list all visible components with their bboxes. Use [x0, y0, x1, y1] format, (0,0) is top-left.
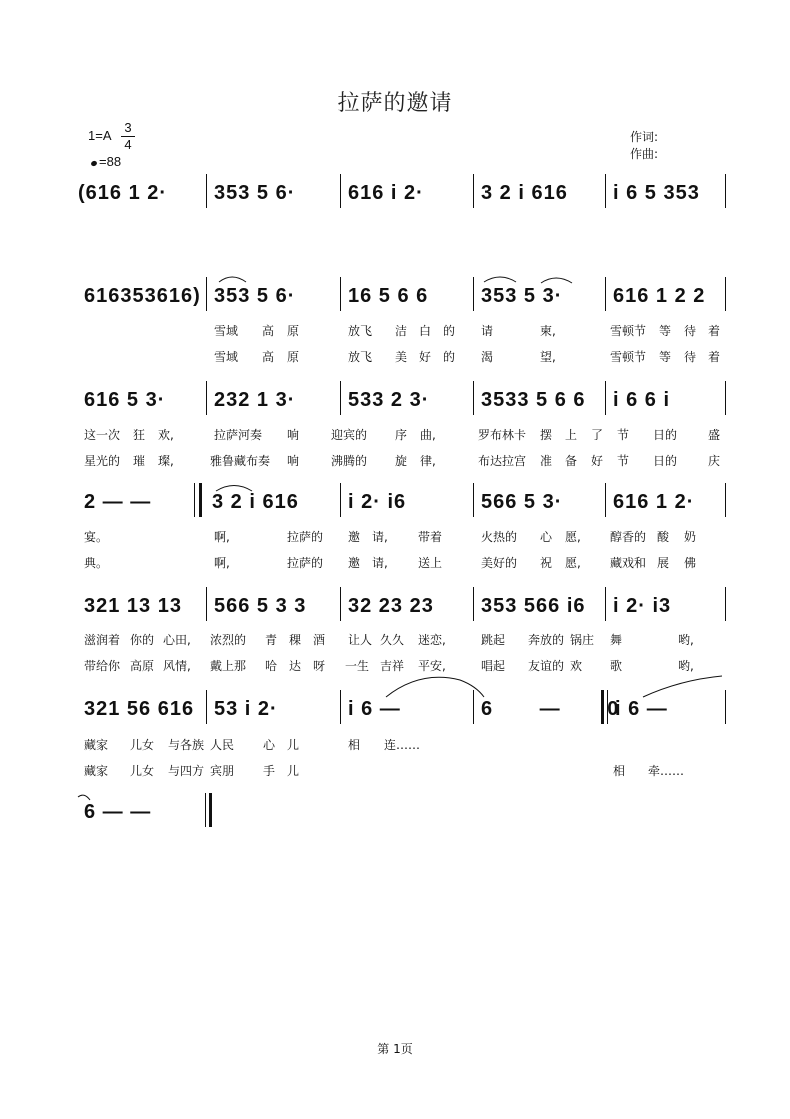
- lyric: 心田,: [163, 633, 191, 647]
- tempo-marking: =88: [99, 154, 122, 169]
- lyric: 酸: [657, 530, 670, 544]
- lyric: 欢: [570, 659, 583, 673]
- repeat-barline: [607, 690, 608, 724]
- lyric: 拉萨的: [287, 556, 324, 570]
- barline: [725, 381, 726, 415]
- measure: 3 2 i 616: [481, 182, 568, 204]
- lyric: 响: [287, 428, 300, 442]
- lyric: 歌: [610, 659, 623, 673]
- lyric: 愿,: [565, 530, 581, 544]
- lyric: 牵……: [648, 764, 685, 778]
- lyric: 儿女: [130, 738, 155, 752]
- lyric: 儿: [287, 738, 300, 752]
- lyric: 哟,: [678, 659, 694, 673]
- lyric: 请,: [372, 556, 388, 570]
- barline: [206, 174, 207, 208]
- measure: 2 — —: [84, 491, 152, 513]
- lyric: 的: [443, 350, 456, 364]
- barline: [473, 587, 474, 621]
- lyric: 原: [287, 350, 300, 364]
- lyric: 摆: [540, 428, 553, 442]
- measure: 616 1 2·: [613, 491, 695, 513]
- quarter-note-icon: [90, 160, 97, 167]
- lyric: 渴: [481, 350, 494, 364]
- barline: [206, 690, 207, 724]
- lyric: 儿女: [130, 764, 155, 778]
- barline: [605, 277, 606, 311]
- lyric: 你的: [130, 633, 155, 647]
- lyric: 风情,: [163, 659, 191, 673]
- barline: [206, 381, 207, 415]
- key-signature: 1=A: [88, 128, 112, 143]
- lyric: 律,: [420, 454, 436, 468]
- lyric: 雅鲁藏布奏: [210, 454, 271, 468]
- lyric: 庆: [708, 454, 721, 468]
- lyric: 邀: [348, 530, 361, 544]
- lyric: 宾朋: [210, 764, 235, 778]
- lyric: 欢,: [158, 428, 174, 442]
- lyric: 放飞: [348, 350, 373, 364]
- lyric: 好: [591, 454, 604, 468]
- lyric: 高: [262, 324, 275, 338]
- lyric: 展: [657, 556, 670, 570]
- lyric: 高: [262, 350, 275, 364]
- lyric: 愿,: [565, 556, 581, 570]
- measure: 353 566 i6: [481, 595, 586, 617]
- measure: 566 5 3 3: [214, 595, 307, 617]
- measure: 53 i 2·: [214, 698, 278, 720]
- barline: [473, 277, 474, 311]
- measure: 533 2 3·: [348, 389, 430, 411]
- lyric: 友谊的: [528, 659, 565, 673]
- lyricist-label: 作词:: [630, 130, 659, 144]
- lyric: 达: [289, 659, 302, 673]
- barline: [473, 174, 474, 208]
- lyric: 美好的: [481, 556, 518, 570]
- lyric: 洁: [395, 324, 408, 338]
- lyric: 璨,: [158, 454, 174, 468]
- composer-label: 作曲:: [630, 147, 659, 161]
- measure: 616 1 2 2: [613, 285, 706, 307]
- lyric: 儿: [287, 764, 300, 778]
- lyric: 与各族: [168, 738, 205, 752]
- measure: 6 — —: [84, 801, 152, 823]
- time-signature-bottom: 4: [121, 136, 135, 153]
- lyric: 柬,: [540, 324, 556, 338]
- lyric: 相: [613, 764, 626, 778]
- lyric: 舞: [610, 633, 623, 647]
- lyric: 拉萨的: [287, 530, 324, 544]
- lyric: 心: [263, 738, 276, 752]
- lyric: 望,: [540, 350, 556, 364]
- barline: [725, 174, 726, 208]
- lyric: 请: [481, 324, 494, 338]
- lyric: 藏家: [84, 764, 109, 778]
- lyric: 待: [684, 350, 697, 364]
- lyric: 宴。: [84, 530, 109, 544]
- lyric: 佛: [684, 556, 697, 570]
- barline: [340, 690, 341, 724]
- measure: (616 1 2·: [78, 182, 168, 204]
- time-signature-top: 3: [124, 120, 132, 135]
- lyric: 迷恋,: [418, 633, 446, 647]
- time-signature: [121, 120, 135, 153]
- lyric: 布达拉宫: [478, 454, 527, 468]
- lyric: 火热的: [481, 530, 518, 544]
- measure: 566 5 3·: [481, 491, 563, 513]
- lyric: 雪顿节: [610, 324, 647, 338]
- lyric: 璀: [133, 454, 146, 468]
- barline: [605, 381, 606, 415]
- lyric: 滋润着: [84, 633, 121, 647]
- lyric: 唱起: [481, 659, 506, 673]
- lyric: 手: [263, 764, 276, 778]
- measure: i 6 —: [348, 698, 401, 720]
- lyric: 高原: [130, 659, 155, 673]
- lyric: 带给你: [84, 659, 121, 673]
- lyric: 心: [540, 530, 553, 544]
- lyric: 人民: [210, 738, 235, 752]
- barline: [605, 587, 606, 621]
- lyric: 的: [443, 324, 456, 338]
- barline: [725, 690, 726, 724]
- measure: 321 13 13: [84, 595, 182, 617]
- lyric: 跳起: [481, 633, 506, 647]
- lyric: 青: [265, 633, 278, 647]
- lyric: 等: [659, 350, 672, 364]
- lyric: 相: [348, 738, 361, 752]
- lyric: 祝: [540, 556, 553, 570]
- lyric: 罗布林卡: [478, 428, 527, 442]
- lyric: 着: [708, 324, 721, 338]
- lyric: 一生: [345, 659, 370, 673]
- barline: [725, 587, 726, 621]
- barline: [473, 381, 474, 415]
- lyric: 节: [617, 428, 630, 442]
- lyric: 戴上那: [210, 659, 247, 673]
- lyric: 浓烈的: [210, 633, 247, 647]
- page-number: 第 1页: [377, 1042, 413, 1056]
- lyric: 好: [419, 350, 432, 364]
- lyric: 奶: [684, 530, 697, 544]
- lyric: 原: [287, 324, 300, 338]
- measure: 353 5 3·: [481, 285, 563, 307]
- lyric: 啊,: [214, 556, 230, 570]
- lyric: 日的: [653, 428, 678, 442]
- lyric: 啊,: [214, 530, 230, 544]
- barline: [206, 277, 207, 311]
- barline: [605, 483, 606, 517]
- lyric: 准: [540, 454, 553, 468]
- lyric: 典。: [84, 556, 109, 570]
- barline: [206, 587, 207, 621]
- lyric: 吉祥: [380, 659, 405, 673]
- lyric: 美: [395, 350, 408, 364]
- lyric: 等: [659, 324, 672, 338]
- measure: i 2· i3: [613, 595, 672, 617]
- lyric: 平安,: [418, 659, 446, 673]
- repeat-barline: [194, 483, 195, 517]
- measure: 616 5 3·: [84, 389, 166, 411]
- lyric: 待: [684, 324, 697, 338]
- lyric: 这一次: [84, 428, 121, 442]
- lyric: 与四方: [168, 764, 205, 778]
- lyric: 雪域: [214, 324, 239, 338]
- barline: [340, 277, 341, 311]
- lyric: 旋: [395, 454, 408, 468]
- lyric: 序: [395, 428, 408, 442]
- lyric: 沸腾的: [331, 454, 368, 468]
- lyric: 锅庄: [570, 633, 595, 647]
- measure: 232 1 3·: [214, 389, 296, 411]
- lyric: 曲,: [420, 428, 436, 442]
- measure: 353 5 6·: [214, 285, 296, 307]
- barline: [725, 277, 726, 311]
- final-barline: [205, 793, 206, 827]
- lyric: 让人: [348, 633, 373, 647]
- lyric: 雪域: [214, 350, 239, 364]
- lyric: 放飞: [348, 324, 373, 338]
- measure: i 2· i6: [348, 491, 407, 513]
- lyric: 哈: [265, 659, 278, 673]
- barline: [473, 690, 474, 724]
- measure: 3533 5 6 6: [481, 389, 586, 411]
- song-title: 拉萨的邀请: [337, 91, 453, 116]
- barline: [340, 174, 341, 208]
- lyric: 响: [287, 454, 300, 468]
- lyric: 送上: [418, 556, 443, 570]
- lyric: 白: [419, 324, 432, 338]
- final-barline-thick: [209, 793, 212, 827]
- barline: [725, 483, 726, 517]
- repeat-barline-thick: [199, 483, 202, 517]
- lyric: 呀: [313, 659, 326, 673]
- measure: i 6 —: [615, 698, 668, 720]
- lyric: 拉萨河奏: [214, 428, 263, 442]
- measure: 616 i 2·: [348, 182, 424, 204]
- measure: 32 23 23: [348, 595, 434, 617]
- lyric: 迎宾的: [331, 428, 368, 442]
- lyric: 上: [565, 428, 578, 442]
- lyric: 藏戏和: [610, 556, 647, 570]
- lyric: 日的: [653, 454, 678, 468]
- lyric: 藏家: [84, 738, 109, 752]
- repeat-barline-thick: [601, 690, 604, 724]
- measure: 321 56 616: [84, 698, 195, 720]
- lyric: 连……: [384, 738, 421, 752]
- lyric: 请,: [372, 530, 388, 544]
- lyric: 备: [565, 454, 578, 468]
- lyric: 着: [708, 350, 721, 364]
- barline: [340, 587, 341, 621]
- lyric: 了: [591, 428, 604, 442]
- measure: 616353616): [84, 285, 201, 307]
- measure: 6 — 0: [481, 698, 620, 720]
- measure: 16 5 6 6: [348, 285, 429, 307]
- barline: [340, 483, 341, 517]
- lyric: 邀: [348, 556, 361, 570]
- lyric: 星光的: [84, 454, 121, 468]
- barline: [340, 381, 341, 415]
- barline: [605, 174, 606, 208]
- measure: 353 5 6·: [214, 182, 296, 204]
- lyric: 盛: [708, 428, 721, 442]
- lyric: 带着: [418, 530, 443, 544]
- lyric: 酒: [313, 633, 326, 647]
- lyric: 久久: [380, 633, 405, 647]
- measure: i 6 5 353: [613, 182, 700, 204]
- measure: i 6 6 i: [613, 389, 671, 411]
- barline: [473, 483, 474, 517]
- measure: 3 2 i 616: [212, 491, 299, 513]
- lyric: 狂: [133, 428, 146, 442]
- lyric: 醇香的: [610, 530, 647, 544]
- lyric: 稞: [289, 633, 302, 647]
- lyric: 奔放的: [528, 633, 565, 647]
- lyric: 节: [617, 454, 630, 468]
- lyric: 哟,: [678, 633, 694, 647]
- lyric: 雪顿节: [610, 350, 647, 364]
